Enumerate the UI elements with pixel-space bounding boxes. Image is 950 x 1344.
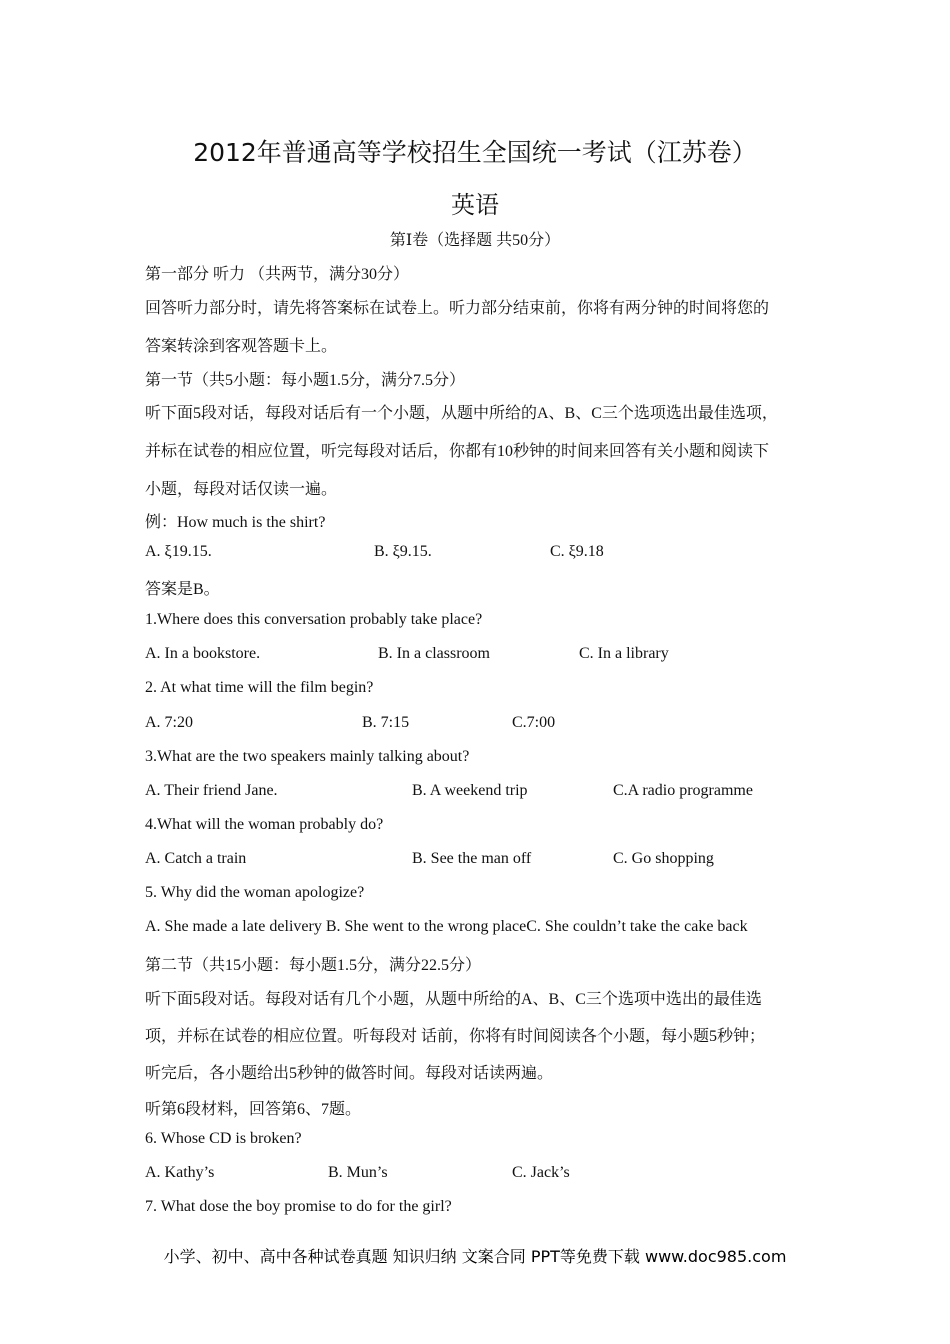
question: 4.What will the woman probably do?: [145, 816, 384, 833]
instruction-line: 小题，每段对话仅读一遍。: [145, 481, 338, 498]
instruction-line: 项，并标在试卷的相应位置。听每段对 话前，你将有时间阅读各个小题，每小题5秒钟；: [145, 1028, 766, 1045]
subject-heading: 英语: [451, 191, 499, 219]
question: 3.What are the two speakers mainly talking about?: [145, 748, 470, 765]
instruction-line: 答案转涂到客观答题卡上。: [145, 338, 338, 355]
instruction-line: 并标在试卷的相应位置，听完每段对话后，你都有10秒钟的时间来回答有关小题和阅读下: [145, 443, 770, 460]
exam-title: 2012年普通高等学校招生全国统一考试（江苏卷）: [193, 138, 757, 167]
option: C. ξ9.18: [550, 543, 604, 560]
volume-heading: 第Ⅰ卷（选择题 共50分）: [389, 232, 561, 249]
section2-heading: 第二节（共15小题：每小题1.5分，满分22.5分）: [145, 957, 482, 974]
option: A. Their friend Jane.: [145, 782, 278, 799]
footer-banner: 小学、初中、高中各种试卷真题 知识归纳 文案合同 PPT等免费下载 www.doc985.com: [163, 1247, 787, 1266]
option: C.7:00: [512, 714, 556, 731]
option: B. See the man off: [412, 850, 532, 867]
instruction-line: 听下面5段对话。每段对话有几个小题，从题中所给的A、B、C三个选项中选出的最佳选: [145, 991, 762, 1008]
question: 1.Where does this conversation probably take place?: [145, 611, 483, 628]
option: B. ξ9.15.: [374, 543, 432, 560]
option: B. 7:15: [362, 714, 410, 731]
instruction-line: 听下面5段对话，每段对话后有一个小题，从题中所给的A、B、C三个选项选出最佳选项，: [145, 405, 778, 422]
option: A. In a bookstore.: [145, 645, 261, 662]
question: 2. At what time will the film begin?: [145, 679, 374, 696]
instruction-line: 听完后，各小题给出5秒钟的做答时间。每段对话读两遍。: [145, 1065, 554, 1082]
option: C. Jack’s: [512, 1164, 570, 1181]
option: C. In a library: [579, 645, 669, 662]
question: 7. What dose the boy promise to do for the girl?: [145, 1198, 452, 1215]
option: B. In a classroom: [378, 645, 490, 662]
option: B. A weekend trip: [412, 782, 528, 799]
example-answer: 答案是B。: [145, 581, 220, 598]
option-line: A. She made a late delivery B. She went to the wrong placeC. She couldn’t take the cake back: [145, 918, 748, 935]
part1-heading: 第一部分 听力 （共两节，满分30分）: [145, 266, 410, 283]
option: A. 7:20: [145, 714, 193, 731]
option: A. Catch a train: [145, 850, 247, 867]
section1-heading: 第一节（共5小题：每小题1.5分，满分7.5分）: [145, 372, 466, 389]
option: B. Mun’s: [328, 1164, 388, 1181]
option: A. ξ19.15.: [145, 543, 212, 560]
instruction-line: 回答听力部分时，请先将答案标在试卷上。听力部分结束前，你将有两分钟的时间将您的: [145, 300, 770, 317]
option: A. Kathy’s: [145, 1164, 215, 1181]
example-question: 例：How much is the shirt?: [145, 514, 326, 531]
material-heading: 听第6段材料，回答第6、7题。: [145, 1101, 362, 1118]
option: C. Go shopping: [613, 850, 714, 867]
question: 6. Whose CD is broken?: [145, 1130, 302, 1147]
question: 5. Why did the woman apologize?: [145, 884, 365, 901]
option: C.A radio programme: [613, 782, 753, 799]
